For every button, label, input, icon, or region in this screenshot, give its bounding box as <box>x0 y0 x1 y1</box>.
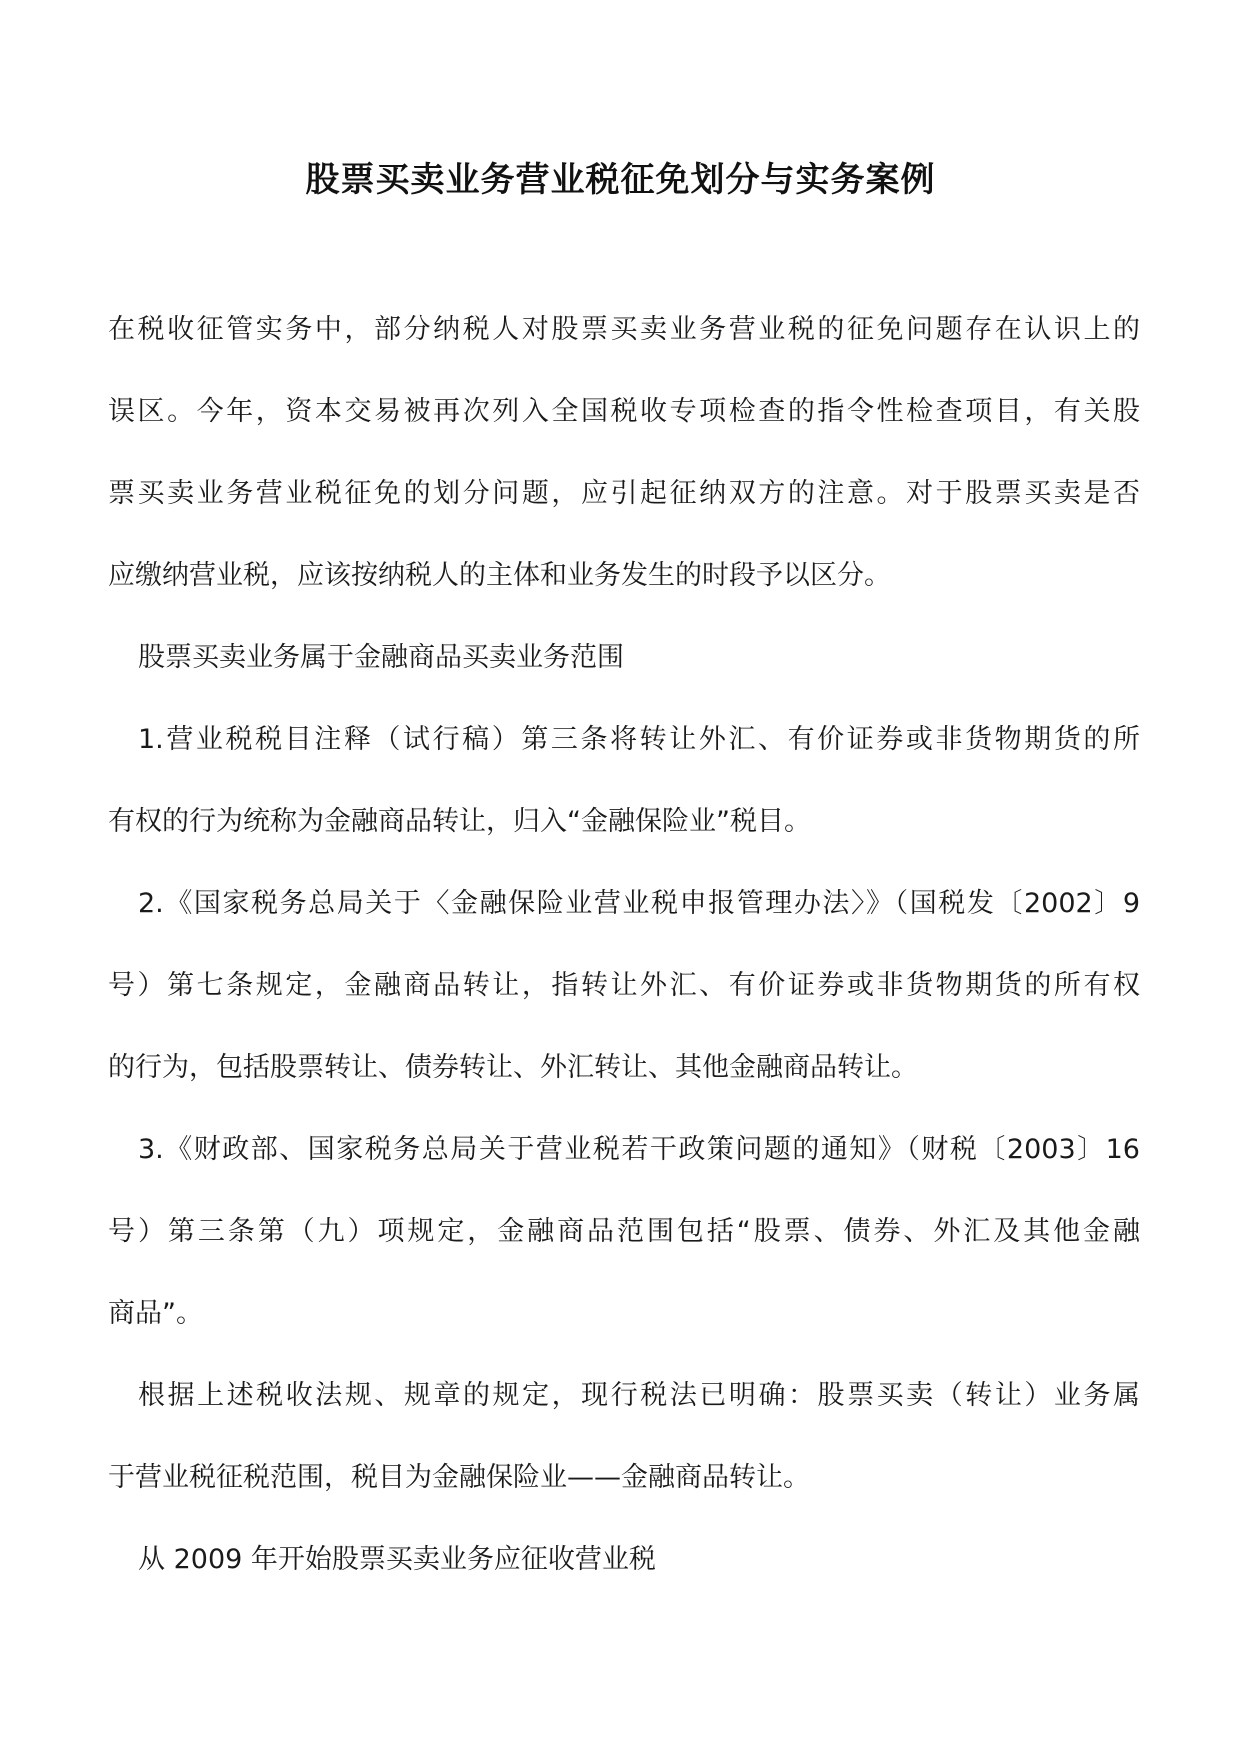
paragraph-line: 1.营业税税目注释（试行稿）第三条将转让外汇、有价证券或非货物期货的所 <box>138 724 1140 755</box>
paragraph-line: 号）第七条规定，金融商品转让，指转让外汇、有价证券或非货物期货的所有权 <box>108 970 1140 1001</box>
paragraph-line: 在税收征管实务中，部分纳税人对股票买卖业务营业税的征免问题存在认识上的 <box>108 314 1140 345</box>
paragraph-line: 号）第三条第（九）项规定，金融商品范围包括“股票、债券、外汇及其他金融 <box>108 1216 1140 1247</box>
paragraph-line: 误区。今年，资本交易被再次列入全国税收专项检查的指令性检查项目，有关股 <box>108 396 1140 427</box>
page-title: 股票买卖业务营业税征免划分与实务案例 <box>305 160 936 200</box>
paragraph-line: 3.《财政部、国家税务总局关于营业税若干政策问题的通知》（财税〔2003〕16 <box>138 1134 1140 1165</box>
paragraph-line: 的行为，包括股票转让、债券转让、外汇转让、其他金融商品转让。 <box>108 1052 918 1083</box>
paragraph-line: 于营业税征税范围，税目为金融保险业——金融商品转让。 <box>108 1462 810 1493</box>
paragraph-line: 根据上述税收法规、规章的规定，现行税法已明确：股票买卖（转让）业务属 <box>138 1380 1140 1411</box>
document-body <box>108 289 1140 1601</box>
paragraph-line: 应缴纳营业税，应该按纳税人的主体和业务发生的时段予以区分。 <box>108 560 891 591</box>
section-heading: 从 2009 年开始股票买卖业务应征收营业税 <box>138 1544 656 1575</box>
paragraph-line: 商品”。 <box>108 1298 203 1329</box>
paragraph-line: 票买卖业务营业税征免的划分问题，应引起征纳双方的注意。对于股票买卖是否 <box>108 478 1140 509</box>
paragraph-line: 2.《国家税务总局关于〈金融保险业营业税申报管理办法〉》（国税发〔2002〕9 <box>138 888 1140 919</box>
paragraph-line: 有权的行为统称为金融商品转让，归入“金融保险业”税目。 <box>108 806 811 837</box>
section-heading: 股票买卖业务属于金融商品买卖业务范围 <box>138 642 624 673</box>
